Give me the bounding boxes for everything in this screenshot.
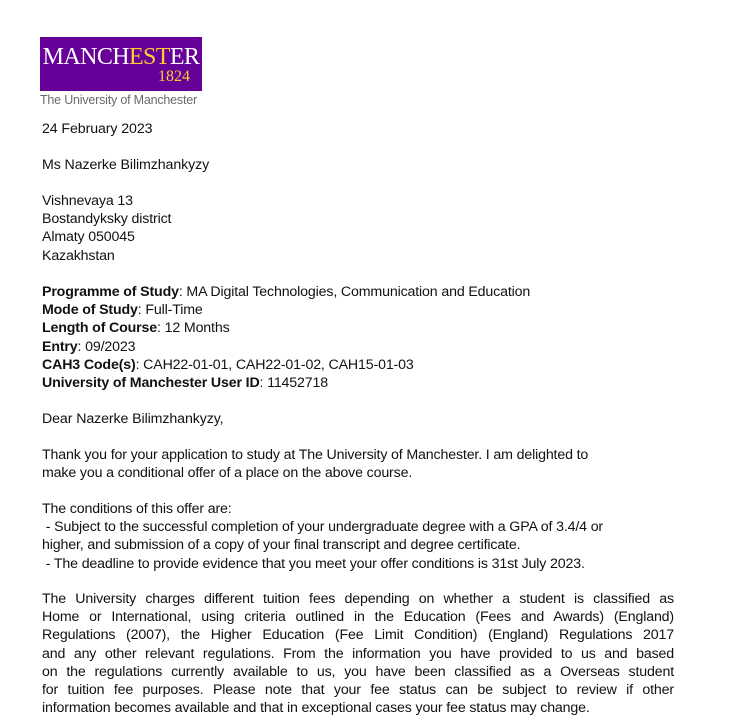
logo-year: 1824 bbox=[158, 68, 190, 85]
address-line: Vishnevaya 13 bbox=[42, 193, 133, 209]
course-details bbox=[42, 283, 682, 392]
recipient-name: Ms Nazerke Bilimzhankyzy bbox=[42, 157, 210, 173]
paragraph-line: information becomes available and that in exceptional cases your fee status may change. bbox=[42, 700, 590, 717]
detail-value: : CAH22-01-01, CAH22-01-02, CAH15-01-03 bbox=[135, 356, 414, 373]
paragraph-line: make you a conditional offer of a place on the above course. bbox=[42, 465, 413, 482]
detail-user-id bbox=[42, 374, 682, 392]
paragraph-line: Regulations (2007), the Higher Education (Fee Limit Condition) (England) Regulations 2017 bbox=[42, 627, 674, 644]
paragraph-line: and any other relevant regulations. From the information you have provided to us and based bbox=[42, 645, 674, 662]
intro-paragraph bbox=[42, 446, 682, 482]
address-line: Bostandyksky district bbox=[42, 211, 172, 228]
detail-label: CAH3 Code(s) bbox=[42, 356, 136, 373]
address-line: Kazakhstan bbox=[42, 247, 115, 264]
condition-item: - The deadline to provide evidence that you meet your offer conditions is 31st July 2023. bbox=[42, 555, 585, 572]
salutation: Dear Nazerke Bilimzhankyzy, bbox=[42, 411, 224, 427]
paragraph-line: Thank you for your application to study at The University of Manchester. I am delighted to bbox=[42, 447, 589, 463]
paragraph-line: Home or International, using criteria outlined in the Education (Fees and Awards) (England) bbox=[42, 609, 674, 626]
detail-label: Length of Course bbox=[42, 320, 158, 337]
detail-value: : MA Digital Technologies, Communication and Education bbox=[178, 284, 531, 300]
detail-label: Mode of Study bbox=[42, 302, 138, 319]
recipient-address bbox=[42, 192, 682, 265]
detail-mode bbox=[42, 301, 682, 319]
paragraph-line: on the regulations currently available to us, you have been classified as a Overseas student bbox=[42, 663, 674, 680]
paragraph-line: The conditions of this offer are: bbox=[42, 501, 232, 517]
condition-item-continued: higher, and submission of a copy of your final transcript and degree certificate. bbox=[42, 537, 521, 554]
university-logo bbox=[40, 37, 202, 91]
detail-cah3-codes bbox=[42, 356, 682, 374]
address-line: Almaty 050045 bbox=[42, 229, 135, 246]
logo-word-highlight: EST bbox=[129, 44, 170, 70]
letter-date: 24 February 2023 bbox=[42, 121, 153, 137]
paragraph-line: The University charges different tuition fees depending on whether a student is classified as bbox=[42, 591, 674, 607]
detail-label: Entry bbox=[42, 338, 78, 355]
condition-item: - Subject to the successful completion of your undergraduate degree with a GPA of 3.4/4 or bbox=[42, 519, 604, 536]
conditions-paragraph bbox=[42, 500, 682, 573]
fees-paragraph bbox=[42, 590, 674, 717]
detail-programme bbox=[42, 283, 682, 301]
detail-value: : 09/2023 bbox=[77, 338, 136, 355]
logo-wordmark bbox=[40, 45, 202, 69]
logo-word-part: MANCH bbox=[42, 44, 129, 70]
detail-value: : 11452718 bbox=[259, 375, 328, 392]
paragraph-line: for tuition fee purposes. Please note that your fee status can be subject to review if other bbox=[42, 682, 674, 699]
detail-entry bbox=[42, 338, 682, 356]
logo-subtitle: The University of Manchester bbox=[40, 93, 197, 107]
detail-value: : 12 Months bbox=[157, 320, 230, 337]
detail-value: : Full-Time bbox=[137, 302, 203, 319]
detail-label: University of Manchester User ID bbox=[42, 375, 260, 392]
detail-label: Programme of Study bbox=[42, 284, 179, 300]
detail-length bbox=[42, 319, 682, 337]
logo-word-part: ER bbox=[169, 44, 200, 70]
